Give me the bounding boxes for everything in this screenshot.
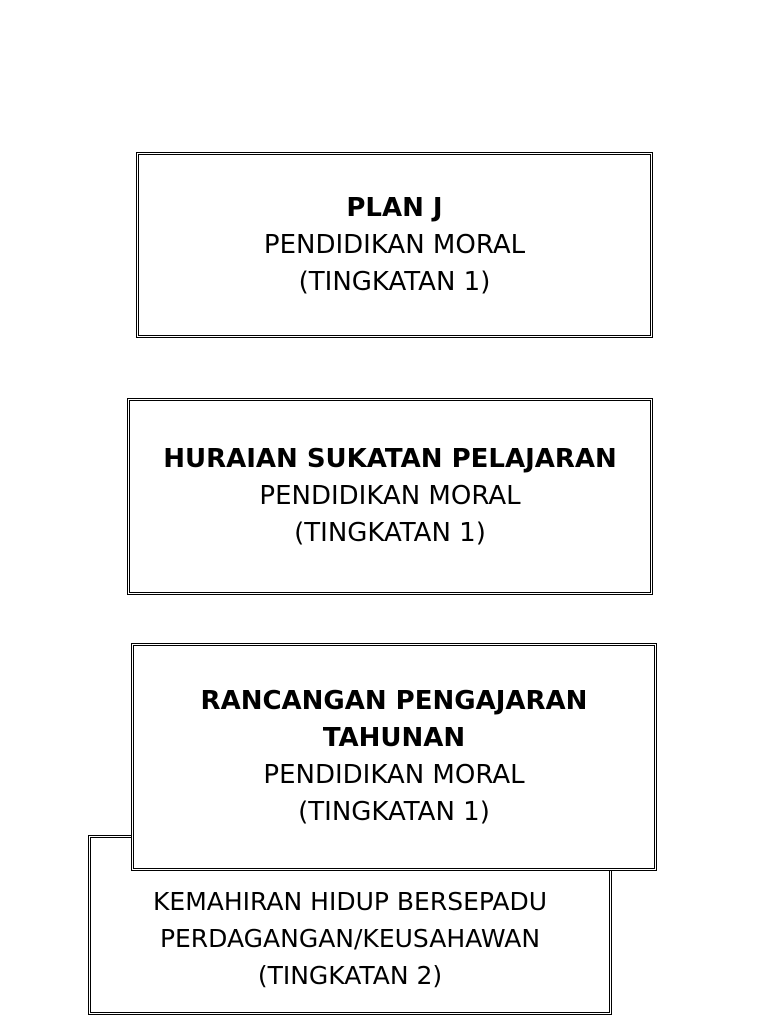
box-line: PERDAGANGAN/KEUSAHAWAN <box>159 924 541 953</box>
box-title: HURAIAN SUKATAN PELAJARAN <box>163 444 617 474</box>
box-title: PLAN J <box>346 192 443 223</box>
box-subject: PENDIDIKAN MORAL <box>263 760 525 790</box>
box-level: (TINGKATAN 1) <box>298 797 490 827</box>
box-subject: PENDIDIKAN MORAL <box>259 481 521 511</box>
box-title: RANCANGAN PENGAJARAN <box>200 686 588 716</box>
box-line: KEMAHIRAN HIDUP BERSEPADU <box>153 887 547 916</box>
cover-box-rancangan-pengajaran <box>131 643 657 871</box>
box-title: TAHUNAN <box>322 723 466 753</box>
cover-box-huraian-sukatan <box>127 398 653 595</box>
cover-box-plan-j <box>136 152 653 338</box>
box-level: (TINGKATAN 1) <box>298 266 491 297</box>
box-subject: PENDIDIKAN MORAL <box>263 229 526 260</box>
box-line: (TINGKATAN 2) <box>257 961 443 990</box>
box-level: (TINGKATAN 1) <box>294 518 486 548</box>
